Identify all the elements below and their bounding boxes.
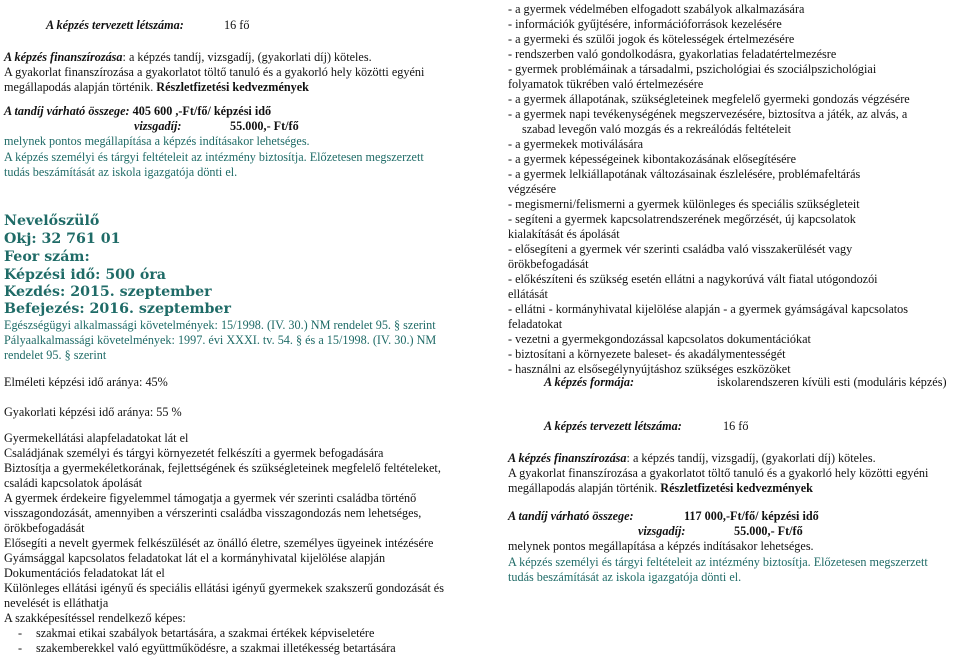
- exam-fee-label: vizsgadíj:: [134, 119, 182, 133]
- exam-fee-label-right: vizsgadíj:: [638, 524, 686, 538]
- task-line: nevelését is elláthatja: [4, 596, 109, 610]
- training-form-value: iskolarendszeren kívüli esti (moduláris képzés): [717, 375, 947, 389]
- headcount-row-right: [508, 419, 958, 434]
- list-item: - elősegíteni a gyermek vér szerinti családba való visszakerülését vagy: [508, 242, 853, 256]
- course-start: Kezdés: 2015. szeptember: [4, 284, 212, 300]
- task-line: visszagondozását, amennyiben a vérszerinti családba visszagondozás nem lehetséges,: [4, 506, 422, 520]
- financing-row: [4, 50, 460, 65]
- exam-fee-value: 55.000,- Ft/fő: [230, 119, 299, 133]
- list-item: - a gyermek állapotának, szükségleteinek megfelelő gyermeki gondozás végzésére: [508, 92, 910, 106]
- list-item: ellátását: [508, 287, 548, 301]
- list-item: szabad levegőn való mozgás és a rekreálódás feltételeit: [522, 122, 792, 136]
- list-item: - előkészíteni és szükség esetén ellátni a nagykorúvá vált fiatal utógondozói: [508, 272, 878, 286]
- list-item: - megismerni/felismerni a gyermek különleges és speciális szükségleteit: [508, 197, 860, 211]
- dash-marker: -: [18, 641, 23, 655]
- exam-fee-row-right: [508, 524, 958, 539]
- aptitude-requirements: Pályaalkalmassági követelmények: 1997. évi XXXI. tv. 54. § és a 15/1998. (IV. 30.) NM: [4, 333, 437, 347]
- health-requirements: Egészségügyi alkalmassági követelmények: 15/1998. (IV. 30.) NM rendelet 95. § szerint: [4, 318, 436, 332]
- start-note: melynek pontos megállapítása a képzés indításakor lehetséges.: [4, 134, 310, 148]
- financing-label-right: A képzés finanszírozása: [508, 451, 627, 465]
- financing-text: : a képzés tandíj, vizsgadíj, (gyakorlati díj) köteles.: [122, 50, 372, 64]
- course-name: Nevelőszülő: [4, 213, 100, 229]
- conditions: [4, 150, 460, 165]
- list-item: - ellátni - kormányhivatal kijelölése alapján - a gyermek gyámságával kapcsolatos: [508, 302, 909, 316]
- fee-value: 405 600 ,-Ft/fő/ képzési idő: [132, 104, 272, 118]
- fee-value-right: 117 000,-Ft/fő/ képzési idő: [684, 509, 819, 523]
- start-note-right: melynek pontos megállapítása a képzés indításakor lehetséges.: [508, 539, 814, 553]
- practice-line-2-text: megállapodás alapján történik.: [4, 80, 154, 94]
- list-item: - a gyermek védelmében elfogadott szabályok alkalmazására: [508, 2, 805, 16]
- practice-ratio: Gyakorlati képzési idő aránya: 55 %: [4, 405, 182, 419]
- list-item: kialakítását és ápolását: [508, 227, 620, 241]
- practice-line-2: [4, 80, 460, 95]
- fee-row: [4, 104, 460, 119]
- list-item: - információk gyűjtésére, információforrások kezelésére: [508, 17, 782, 31]
- list-item: feladatokat: [508, 317, 563, 331]
- list-item: - segíteni a gyermek kapcsolatrendszerének megőrzését, új kapcsolatok: [508, 212, 856, 226]
- list-item: - a gyermekek motiválására: [508, 137, 644, 151]
- task-line: Különleges ellátási igényű és speciális ellátási igényű gyermekek szakszerű gondozását és: [4, 581, 444, 595]
- headcount-label: A képzés tervezett létszáma:: [46, 18, 184, 32]
- fee-label-right: A tandíj várható összege:: [508, 509, 634, 523]
- prior-learning-right: tudás beszámítását az iskola igazgatója dönti el.: [508, 570, 742, 584]
- task-line: Családjának személyi és tárgyi környezetét felkészíti a gyermek befogadására: [4, 446, 384, 460]
- task-line: Biztosítja a gyermekéletkorának, fejlettségének és szükségleteinek megfelelő feltételeket,: [4, 461, 441, 475]
- headcount-value-right: 16 fő: [723, 419, 749, 433]
- financing-text-right: : a képzés tandíj, vizsgadíj, (gyakorlati díj) köteles.: [626, 451, 876, 465]
- financing-label: A képzés finanszírozása: [4, 50, 123, 64]
- exam-fee-row: [4, 119, 460, 134]
- installment-label: Részletfizetési kedvezmények: [156, 80, 309, 94]
- competence-item: [4, 626, 460, 641]
- aptitude-requirements-cont: rendelet 95. § szerint: [4, 348, 107, 362]
- conditions-text: A képzés személyi és tárgyi feltételeit az intézmény biztosítja. Előzetesen megszerzett: [4, 150, 424, 164]
- fee-row-right: [508, 509, 958, 524]
- practice-line-2-text-right: megállapodás alapján történik.: [508, 481, 658, 495]
- list-item: folyamatok tükrében való értelmezésére: [508, 77, 704, 91]
- task-line: örökbefogadását: [4, 521, 85, 535]
- training-form-label: A képzés formája:: [544, 375, 635, 389]
- task-line: Gyámsággal kapcsolatos feladatokat lát el a kormányhivatal kijelölése alapján: [4, 551, 386, 565]
- theory-ratio: Elméleti képzési idő aránya: 45%: [4, 375, 168, 389]
- prior-learning: tudás beszámítását az iskola igazgatója dönti el.: [4, 165, 238, 179]
- installment-label-right: Részletfizetési kedvezmények: [660, 481, 813, 495]
- course-okj: Okj: 32 761 01: [4, 231, 121, 247]
- practice-line-1: A gyakorlat finanszírozása a gyakorlatot töltő tanuló és a gyakorló hely közötti egyéni: [4, 65, 425, 79]
- competence-title: A szakképesítéssel rendelkező képes:: [4, 611, 186, 625]
- list-item: - használni az elsősegélynyújtáshoz szükséges eszközöket: [508, 362, 791, 376]
- tasks-list: [4, 431, 460, 656]
- dash-marker: -: [18, 626, 23, 640]
- headcount-label-right: A képzés tervezett létszáma:: [544, 419, 682, 433]
- list-item: - gyermek problémáinak a társadalmi, pszichológiai és szociálpszichológiai: [508, 62, 877, 76]
- practice-line-1-right: A gyakorlat finanszírozása a gyakorlatot töltő tanuló és a gyakorló hely közötti egyéni: [508, 466, 929, 480]
- conditions-right: A képzés személyi és tárgyi feltételeit az intézmény biztosítja. Előzetesen megszerzett: [508, 555, 928, 569]
- financing-row-right: [508, 451, 958, 466]
- list-item: - a gyermek napi tevékenységének megszervezésére, biztosítva a játék, az alvás, a: [508, 107, 908, 121]
- competence-text: szakmai etikai szabályok betartására, a szakmai értékek képviseletére: [36, 626, 375, 640]
- list-item: - a gyermek képességeinek kibontakozásának elősegítésére: [508, 152, 796, 166]
- task-line: Dokumentációs feladatokat lát el: [4, 566, 165, 580]
- headcount-value: 16 fő: [224, 18, 250, 32]
- list-item: végzésére: [508, 182, 557, 196]
- list-item: örökbefogadását: [508, 257, 589, 271]
- task-line: családi kapcsolatok ápolását: [4, 476, 143, 490]
- task-line: Gyermekellátási alapfeladatokat lát el: [4, 431, 189, 445]
- list-item: - a gyermeki és szülői jogok és kötelességek értelmezésére: [508, 32, 795, 46]
- list-item: - a gyermek lelkiállapotának változásainak észlelésére, problémafeltárás: [508, 167, 861, 181]
- competence-item: [4, 641, 460, 656]
- task-line: Elősegíti a nevelt gyermek felkészülését az önálló életre, személyes ügyeinek intézésére: [4, 536, 434, 550]
- course-duration: Képzési idő: 500 óra: [4, 267, 166, 283]
- course-feor: Feor szám:: [4, 249, 90, 265]
- list-item: - vezetni a gyermekgondozással kapcsolatos dokumentációkat: [508, 332, 811, 346]
- list-item: - biztosítani a környezete baleset- és akadálymentességét: [508, 347, 786, 361]
- task-line: A gyermek érdekeire figyelemmel támogatja a gyermek vér szerinti családba történő: [4, 491, 417, 505]
- list-item: - rendszerben való gondolkodásra, gyakorlatias feladatértelmezésre: [508, 47, 837, 61]
- course-end: Befejezés: 2016. szeptember: [4, 301, 231, 317]
- headcount-row: [4, 18, 460, 33]
- exam-fee-value-right: 55.000,- Ft/fő: [734, 524, 803, 538]
- practice-line-2-right: [508, 481, 958, 496]
- fee-label: A tandíj várható összege:: [4, 104, 130, 118]
- competence-list-continued: [508, 2, 958, 377]
- training-form-row: [508, 375, 958, 390]
- competence-text: szakemberekkel való együttműködésre, a szakmai illetékesség betartására: [36, 641, 396, 655]
